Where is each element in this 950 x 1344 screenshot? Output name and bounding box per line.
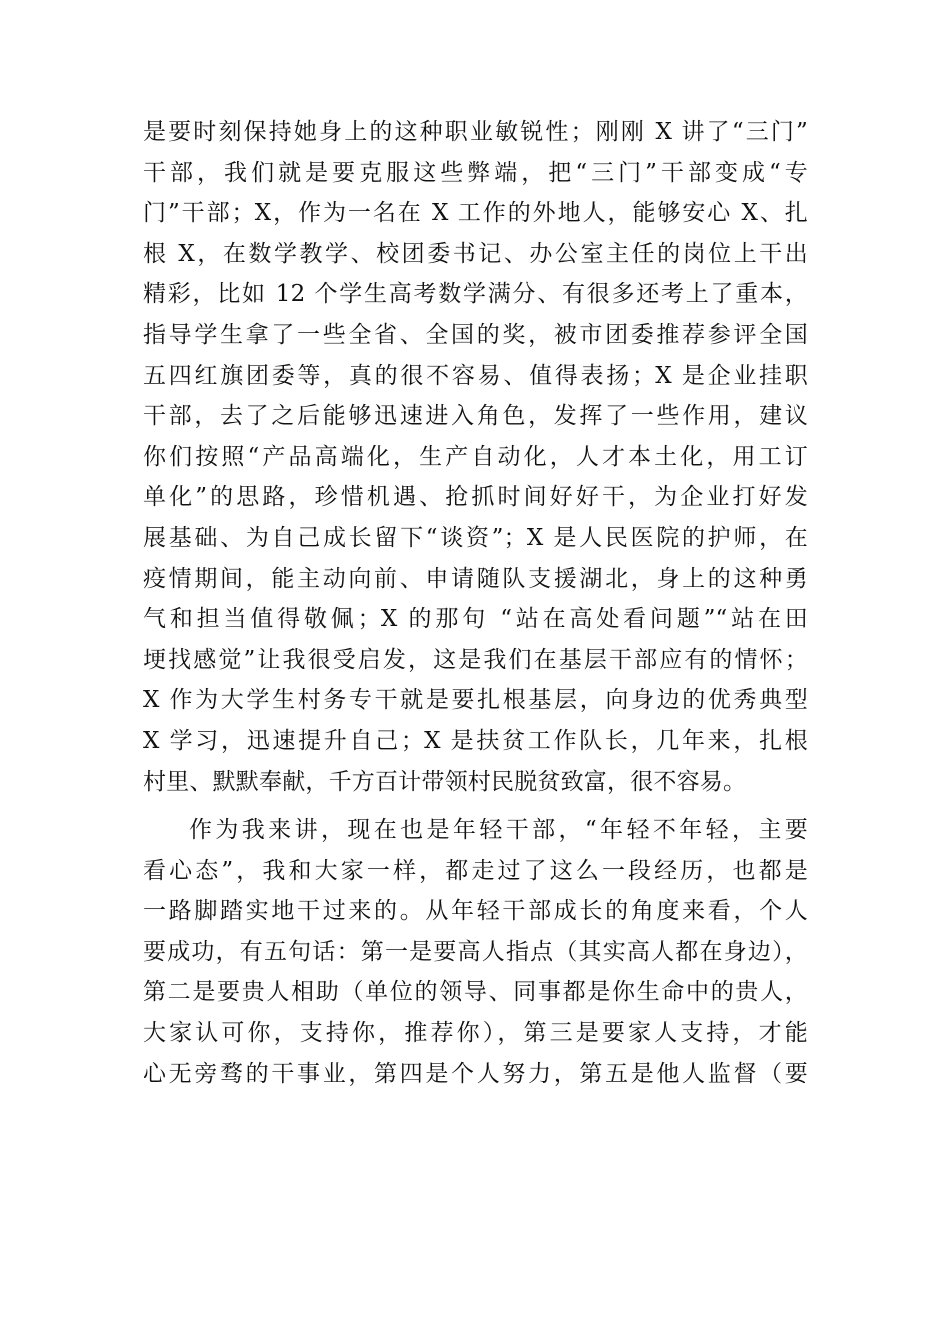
text-line: 干部，去了之后能够迅速进入角色，发挥了一些作用，建议	[143, 403, 808, 430]
text-line: X 作为大学生村务专干就是要扎根基层，向身边的优秀典型	[143, 687, 808, 714]
text-line: 埂找感觉”让我很受启发，这是我们在基层干部应有的情怀；	[143, 646, 808, 673]
text-line: 是要时刻保持她身上的这种职业敏锐性；刚刚 X 讲了“三门”	[143, 119, 808, 145]
text-line: 你们按照“产品高端化，生产自动化，人才本土化，用工订	[143, 443, 808, 470]
text-line: 精彩，比如 12 个学生高考数学满分、有很多还考上了重本，	[143, 281, 808, 308]
text-line: 心无旁骛的干事业，第四是个人努力，第五是他人监督（要	[143, 1060, 808, 1087]
document-body	[143, 112, 808, 1094]
paragraph	[143, 810, 808, 1094]
text-line: 第二是要贵人相助（单位的领导、同事都是你生命中的贵人，	[143, 979, 808, 1006]
text-line: 一路脚踏实地干过来的。从年轻干部成长的角度来看，个人	[143, 898, 808, 925]
text-line: 疫情期间，能主动向前、申请随队支援湖北，身上的这种勇	[143, 565, 808, 592]
text-line: 指导学生拿了一些全省、全国的奖，被市团委推荐参评全国	[143, 321, 808, 348]
text-line: 根 X，在数学教学、校团委书记、办公室主任的岗位上干出	[143, 240, 808, 267]
paragraph-gap	[143, 802, 808, 810]
text-line: 展基础、为自己成长留下“谈资”；X 是人民医院的护师，在	[143, 524, 808, 551]
text-line: 大家认可你，支持你，推荐你），第三是要家人支持，才能	[143, 1020, 808, 1047]
text-line: 看心态”，我和大家一样，都走过了这么一段经历，也都是	[143, 857, 808, 884]
text-line: 干部，我们就是要克服这些弊端，把“三门”干部变成“专	[143, 159, 808, 186]
text-line: 要成功，有五句话：第一是要高人指点（其实高人都在身边），	[143, 938, 808, 965]
text-line: 村里、默默奉献，千方百计带领村民脱贫致富，很不容易。	[143, 768, 747, 795]
text-line: 作为我来讲，现在也是年轻干部，“年轻不年轻，主要	[189, 817, 808, 844]
paragraph	[143, 112, 808, 802]
text-line: 五四红旗团委等，真的很不容易、值得表扬；X 是企业挂职	[143, 362, 808, 389]
text-line: 气和担当值得敬佩；X 的那句 “站在高处看问题”“站在田	[143, 606, 808, 633]
text-line: 门”干部；X，作为一名在 X 工作的外地人，能够安心 X、扎	[143, 200, 808, 227]
text-line: 单化”的思路，珍惜机遇、抢抓时间好好干，为企业打好发	[143, 484, 808, 511]
text-line: X 学习，迅速提升自己；X 是扶贫工作队长，几年来，扎根	[143, 727, 808, 754]
